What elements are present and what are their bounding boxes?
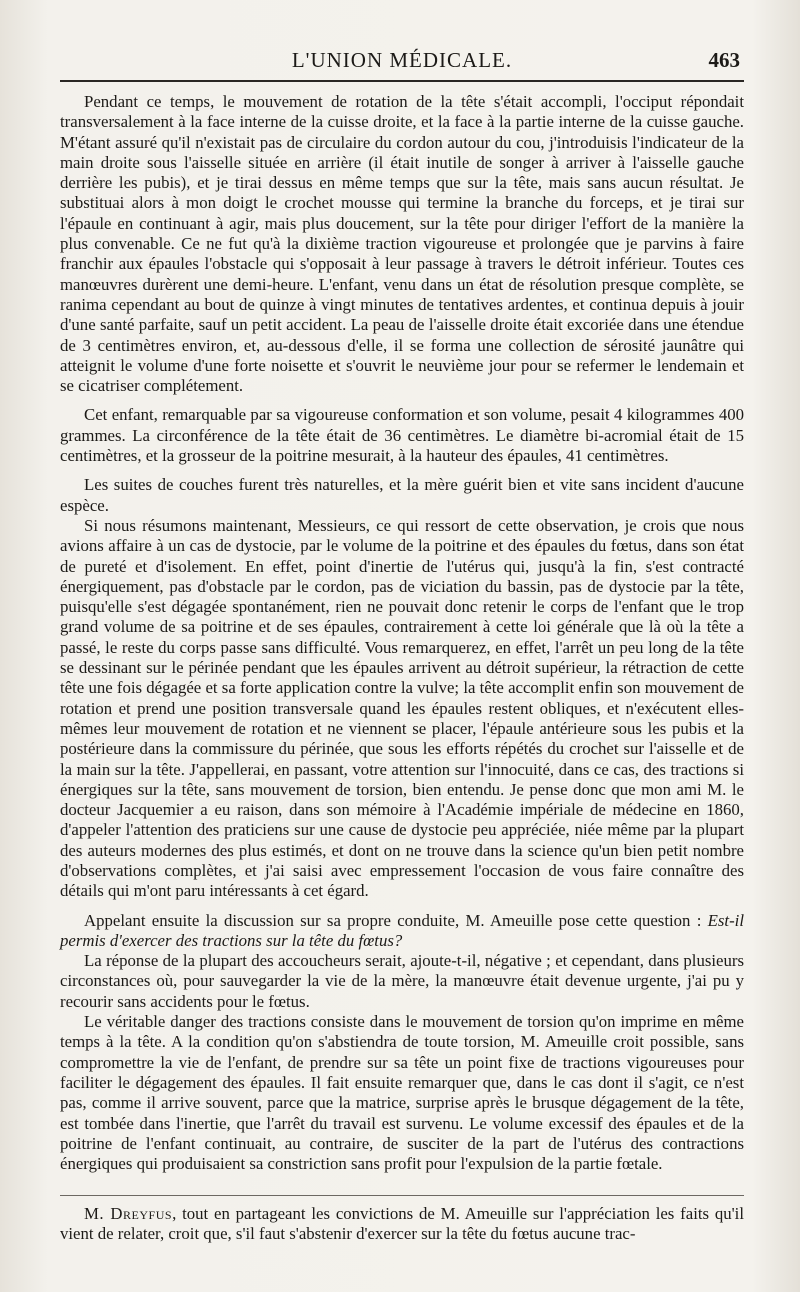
article-body-continued	[60, 1204, 744, 1245]
paragraph-question	[60, 911, 744, 952]
page-number: 463	[708, 48, 740, 72]
running-title: L'UNION MÉDICALE.	[291, 48, 513, 72]
paragraph-answer: La réponse de la plupart des accoucheurs serait, ajoute-t-il, négative ; et cependant, dans plusieurs circonstances où, pour sauvegarder la vie de la mère, la manœuvre était devenue urgente, j'ai pu y recourir sans accidents pour le fœtus.	[60, 951, 744, 1011]
paragraph-child-measurements: Cet enfant, remarquable par sa vigoureuse conformation et son volume, pesait 4 kilogrammes 400 grammes. La circonférence de la tête était de 36 centimètres. Le diamètre bi-acromial était de 15 centimètres, et la grosseur de la poitrine mesurait, à la hauteur des épaules, 41 centimètres.	[60, 405, 744, 466]
question-intro: Appelant ensuite la discussion sur sa propre conduite, M. Ameuille pose cette question :	[84, 910, 702, 930]
paragraph-recovery: Les suites de couches furent très naturelles, et la mère guérit bien et vite sans incident d'aucune espèce.	[60, 475, 744, 515]
header-rule	[60, 80, 744, 82]
paragraph-observation-end: Pendant ce temps, le mouvement de rotation de la tête s'était accompli, l'occiput répondait transversalement à la face interne de la cuisse droite, et la face à la partie interne de la cuisse gauche. M'étant assuré qu'il n'existait pas de circulaire du cordon autour du cou, j'introduisis l'indicateur de la main droite sous l'aisselle située en arrière (il était inutile de songer à arriver à l'aisselle gauche derrière les pubis), et je tirai dessus en même temps que sur la tête, mais sans aucun résultat. Je substituai alors à mon doigt le crochet mousse qui termine la branche du forceps, et je tirai sur l'épaule en continuant à agir, mais plus doucement, sur la tête pour diriger l'effort de la manière la plus convenable. Ce ne fut qu'à la dixième traction vigoureuse et prolongée que je parvins à faire franchir aux épaules l'obstacle qui s'opposait à leur passage à travers le détroit inférieur. Toutes ces manœuvres durèrent une demi-heure. L'enfant, venu dans un état de résolution presque complète, se ranima cependant au bout de quinze à vingt minutes de tentatives ardentes, et continua depuis à jouir d'une santé parfaite, sauf un petit accident. La peau de l'aisselle droite était excoriée dans une étendue de 3 centimètres environ, et, au-dessous d'elle, il se forma une collection de sérosité jaunâtre qui atteignit le volume d'une forte noisette et s'ouvrit le neuvième jour pour se refermer le lendemain et se cicatriser complétement.	[60, 92, 744, 396]
question-text: Est-il permis d'exercer des tractions sur la tête du fœtus?	[60, 910, 744, 950]
article-body	[60, 92, 744, 1174]
section-rule	[60, 1195, 744, 1196]
speaker-name: M. Dreyfus	[84, 1204, 173, 1223]
paragraph-dreyfus	[60, 1204, 744, 1245]
dreyfus-text: , tout en partageant les convictions de M. Ameuille sur l'appréciation les faits qu'il vient de relater, croit que, s'il faut s'abstenir d'exercer sur la tête du fœtus aucune trac-	[60, 1204, 744, 1244]
page-header	[60, 44, 744, 84]
paragraph-traction-danger: Le véritable danger des tractions consiste dans le mouvement de torsion qu'on imprime en même temps à la tête. A la condition qu'on s'abstiendra de toute torsion, M. Ameuille croit possible, sans compromettre la vie de l'enfant, de prendre sur sa tête un point fixe de tractions vigoureuses pour faciliter le dégagement des épaules. Il fait ensuite remarquer que, dans le cas dont il s'agit, ce n'est pas, comme il arrive souvent, parce que la matrice, surprise après le brusque dégagement de la tête, est tombée dans l'inertie, que l'arrêt du travail est survenu. Le volume excessif des épaules et de la poitrine de l'enfant continuait, au contraire, de susciter de la part de l'utérus des contractions énergiques qui produisaient sa constriction sans profit pour l'expulsion de la partie fœtale.	[60, 1012, 744, 1174]
paragraph-summary: Si nous résumons maintenant, Messieurs, ce qui ressort de cette observation, je crois que nous avions affaire à un cas de dystocie, par le volume de la poitrine et des épaules du fœtus, dans son état de pureté et d'isolement. En effet, point d'inertie de l'utérus qui, jusqu'à la fin, s'est contracté énergiquement, pas d'obstacle par le cordon, pas de viciation du bassin, pas de dystocie par la tête, puisqu'elle s'est dégagée spontanément, rien ne pouvait donc retenir le corps de l'enfant que le trop grand volume de sa poitrine et de ses épaules, contrairement à cette loi générale que là où la tête a passé, le reste du corps passe sans difficulté. Vous remarquerez, en effet, l'arrêt un peu long de la tête se dessinant sur le périnée pendant que les épaules arrivent au détroit supérieur, la rétraction de cette tête une fois dégagée et sa forte application contre la vulve; la tête accomplit enfin son mouvement de rotation et prend une position transversale quand les épaules restent obliques, et n'exécutent elles-mêmes leur mouvement de rotation et ne viennent se placer, l'épaule antérieure sous les pubis et la postérieure dans la commissure du périnée, que sous les efforts répétés du crochet sur l'aisselle et de la main sur la tête. J'appellerai, en passant, votre attention sur l'innocuité, dans ce cas, des tractions si énergiques sur la tête, sans mouvement de torsion, bien entendu. Je pense donc que mon ami M. le docteur Jacquemier a eu raison, dans son mémoire à l'Académie impériale de médecine en 1860, d'appeler l'attention des praticiens sur une cause de dystocie peu appréciée, niée même par la plupart des auteurs modernes des plus estimés, et dont on ne trouve dans la science qu'un bien petit nombre d'observations complètes, et j'ai saisi avec empressement l'occasion de vous faire connaître des détails qui m'ont paru intéressants à cet égard.	[60, 515, 744, 901]
